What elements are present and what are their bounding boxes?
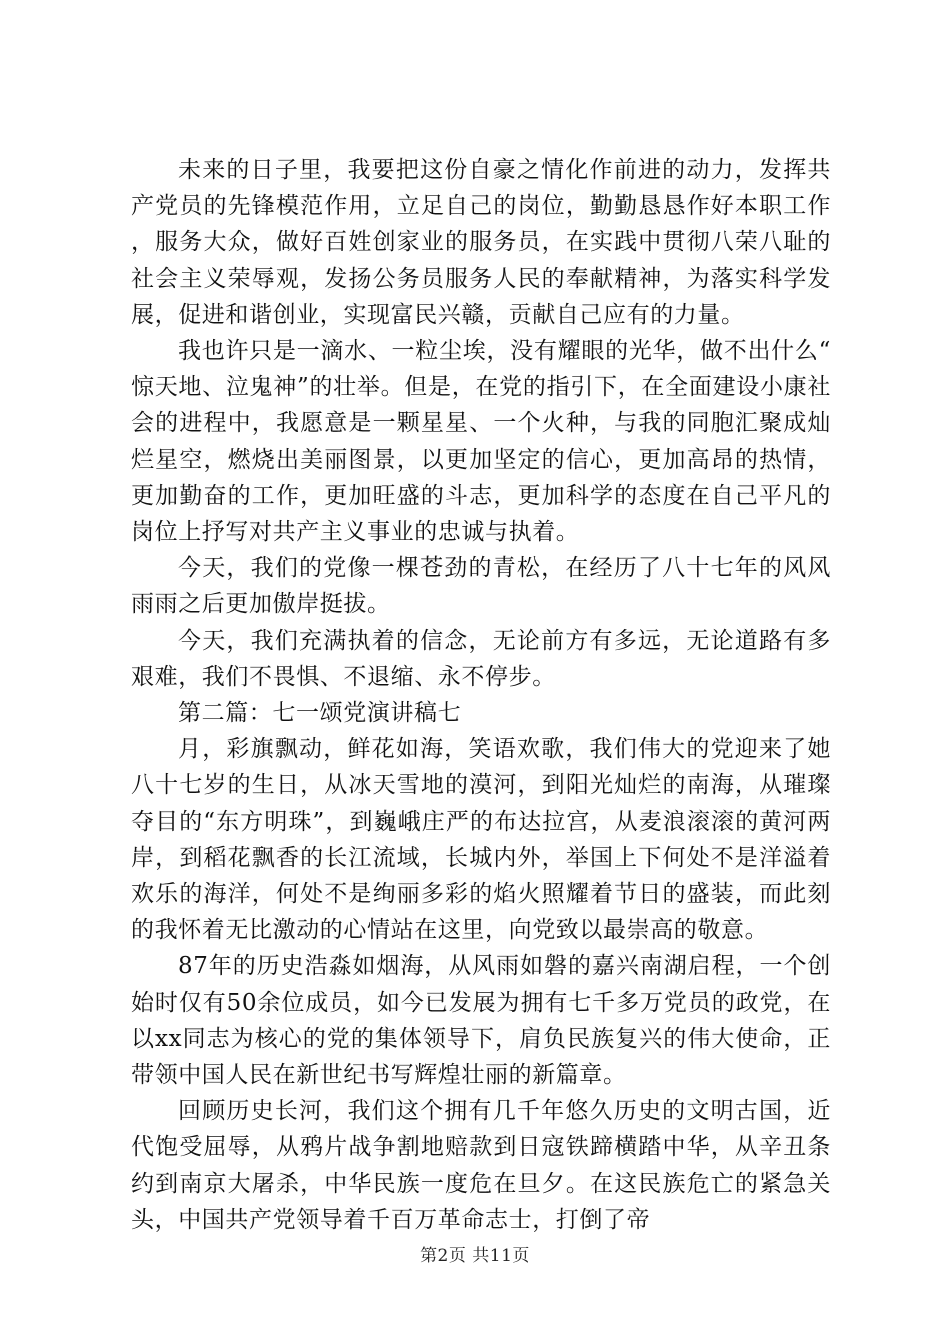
- paragraph-2: 我也许只是一滴水、一粒尘埃，没有耀眼的光华，做不出什么“惊天地、泣鬼神”的壮举。但是，在党的指引下，在全面建设小康社会的进程中，我愿意是一颗星星、一个火种，与我的同胞汇聚成灿烂星空，燃烧出美丽图景，以更加坚定的信心，更加高昂的热情，更加勤奋的工作，更加旺盛的斗志，更加科学的态度在自己平凡的岗位上抒写对共产主义事业的忠诚与执着。: [131, 338, 831, 546]
- paragraph-6: 87年的历史浩淼如烟海，从风雨如磐的嘉兴南湖启程，一个创始时仅有50余位成员，如今已发展为拥有七千多万党员的政党，在以xx同志为核心的党的集体领导下，肩负民族复兴的伟大使命，正带领中国人民在新世纪书写辉煌壮丽的新篇章。: [131, 953, 831, 1089]
- paragraph-3: 今天，我们的党像一棵苍劲的青松，在经历了八十七年的风风雨雨之后更加傲岸挺拔。: [131, 555, 831, 618]
- paragraph-1: 未来的日子里，我要把这份自豪之情化作前进的动力，发挥共产党员的先锋模范作用，立足自己的岗位，勤勤恳恳作好本职工作，服务大众，做好百姓创家业的服务员，在实践中贯彻八荣八耻的社会主义荣辱观，发扬公务员服务人民的奉献精神，为落实科学发展，促进和谐创业，实现富民兴赣，贡献自己应有的力量。: [131, 157, 831, 328]
- paragraph-5: 月，彩旗飘动，鲜花如海，笑语欢歌，我们伟大的党迎来了她八十七岁的生日，从冰天雪地的漠河，到阳光灿烂的南海，从璀璨夺目的“东方明珠”，到巍峨庄严的布达拉宫，从麦浪滚滚的黄河两岸，到稻花飘香的长江流域，长城内外，举国上下何处不是洋溢着欢乐的海洋，何处不是绚丽多彩的焰火照耀着节日的盛装，而此刻的我怀着无比激动的心情站在这里，向党致以最崇高的敬意。: [131, 736, 831, 944]
- section-heading: 第二篇：七一颂党演讲稿七: [178, 700, 462, 727]
- paragraph-4: 今天，我们充满执着的信念，无论前方有多远，无论道路有多艰难，我们不畏惧、不退缩、永不停步。: [131, 627, 831, 690]
- page-footer: 第2页 共11页: [420, 1246, 530, 1266]
- paragraph-7: 回顾历史长河，我们这个拥有几千年悠久历史的文明古国，近代饱受屈辱，从鸦片战争割地赔款到日寇铁蹄横踏中华，从辛丑条约到南京大屠杀，中华民族一度危在旦夕。在这民族危亡的紧急关头，中国共产党领导着千百万革命志士，打倒了帝: [131, 1098, 831, 1233]
- document-body: [131, 152, 831, 1238]
